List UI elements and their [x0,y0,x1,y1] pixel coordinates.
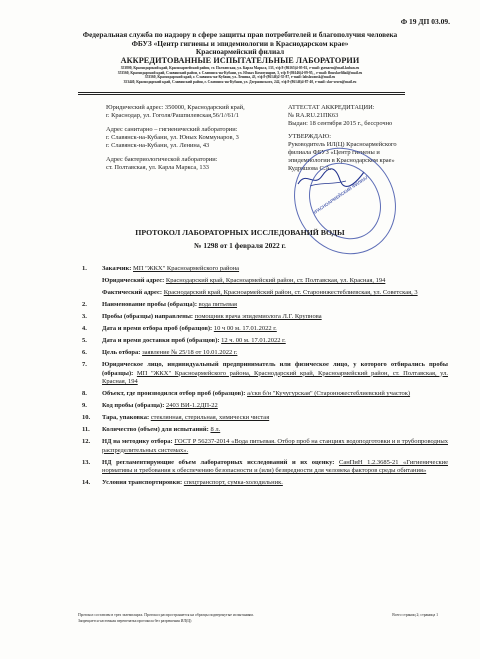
header-address-1: 353800, Краснодарский край, Красноармейский район, ст. Полтавская, ул. Карла Маркса, 133, т/ф 8-(86165)4-05-02, e-mail: gsenarm@mail.kuban.ru [120,66,360,70]
legal-address-line: Юридический адрес: 350000, Краснодарский край, [106,104,245,111]
list-item: 11. Количество (объем) для испытаний: 8 л. [82,426,221,433]
footer-note: Протокол составлен в трех экземплярах. Протокол распространяется на образцы подвергнутые испытаниям. [78,613,254,617]
approval-line: Кудряшова С.А. [288,165,332,172]
protocol-title: ПРОТОКОЛ ЛАБОРАТОРНЫХ ИССЛЕДОВАНИЙ ВОДЫ [135,228,345,237]
header-divider-thin [78,94,405,95]
accreditation-line: АТТЕСТАТ АККРЕДИТАЦИИ: [288,104,375,111]
list-item: 2. Наименование пробы (образца): вода питьевая [82,301,238,308]
list-item: 6. Цель отбора: заявление № 25/18 от 10.01.2022 г. [82,349,238,356]
approval-line: эпидемиологии в Краснодарском крае» [288,157,395,164]
accreditation-line: № RA.RU.21ПК63 [288,112,339,119]
header-labs: АККРЕДИТОВАННЫЕ ИСПЫТАТЕЛЬНЫЕ ЛАБОРАТОРИИ [120,56,360,65]
accreditation-line: Выдан: 18 сентября 2015 г., бессрочно [288,120,393,127]
lab-address-line: Адрес санитарно – гигиенический лаборатории: [106,126,238,133]
header-agency: Федеральная служба по надзору в сфере защиты прав потребителей и благополучия человека [82,30,398,39]
protocol-items [82,265,448,491]
approval-line: Руководитель ИЛ(Ц) Красноармейского [288,141,397,148]
lab-address-line: г. Славянск-на-Кубани, ул. Ленина, 43 [106,142,210,149]
list-item-sub: Фактический адрес: Краснодарский край, Красноармейский район, ст. Староннжестеблиевская, ул. Советская, 3 [102,289,418,296]
bact-address-line: Адрес бактериологической лаборатории: [106,156,218,163]
header-address-4: 353440, Краснодарский край, Славянский район, г. Славянск-на-Кубани, ул. Дзержинского, 242, т/ф 8-(86146)4-87-40, e-mail: slav-sesen@mail.ru [123,79,357,84]
header-institution: ФБУЗ «Центр гигиены и эпидемиологии в Краснодарском крае» [131,39,349,48]
header-branch: Красноармейский филиал [195,47,285,56]
header-address-3: 353560, Краснодарский край, г. Славянск-на-Кубани, ул. Ленина, 43, т/ф 8-(86146)2-35-87, e-mail: labslavansk@mail.ru [144,75,336,80]
list-item: 10. Тара, упаковка: стеклянная, стерильная, химически чистая [82,414,270,421]
protocol-number: № 1298 от 1 февраля 2022 г. [194,241,286,250]
list-item-sub: Юридический адрес: Краснодарский край, Красноармейский район, ст. Полтавская, ул. Красная, 194 [102,277,386,284]
list-item: 13. НД регламентирующие объем лабораторных исследований и их оценку: СанПиН 1.2.3685-21 «Гигиенические нормативы и требования к обеспечению безопасности и (или) безвредности для человека факторов среды обитания» [82,458,449,474]
list-item: 9. Код пробы (образца): 2403 ВИ-1.2ДП-22 [82,402,218,409]
list-item: 5. Дата и время доставки проб (образцов): 12 ч. 00 м. 17.01.2022 г. [82,337,286,344]
approval-line: филиала ФБУЗ «Центр гигиены и [288,149,380,156]
list-item: 1. Заказчик: МП "ЖКХ" Красноармейского района [82,265,240,272]
lab-address-line: г. Славянск-на-Кубани, ул. Юных Коммунаров, 3 [106,134,239,141]
list-item: 7. Юридическое лицо, индивидуальный предприниматель или физическое лицо, у которого отбирались пробы (образцы): МП "ЖКХ" Красноармейского района, Краснодарский край, Красноармейский район, ст. Полтавская, ул. Красная, 194 [82,361,448,385]
list-item: 12. НД на методику отбора: ГОСТ Р 56237-2014 «Вода питьевая. Отбор проб на станциях водоподготовки и в трубопроводных распределительных системах». [82,438,449,454]
footer-note: Запрещается частичная перепечатка протокола без разрешения ИЛ(Ц) [78,619,192,623]
header-address-2: 353560, Краснодарский край, Славянский район, г. Славянск-на-Кубани, ул. Юных Коммунаров, 3, т/ф 8-(86146)4-09-95, , e-mail: fbuzslavfilial@mail.ru [117,70,363,75]
header-addresses [75,66,405,84]
stamp-text: КРАСНОАРМЕЙСКИЙ ФИЛИАЛ [311,174,370,216]
list-item: 8. Объект, где производился отбор проб (образцов): а/скв б/н "Кучугурская" (Староннжестеблиевский участок) [82,390,411,397]
form-code: Ф 19 ДП 03.09. [400,17,450,26]
header-divider [78,92,405,93]
list-item: 4. Дата и время отбора проб (образцов): 10 ч 00 м. 17.01.2022 г. [82,325,277,332]
page-count: Всего страниц 2; страница 1 [392,613,438,617]
legal-address-line: г. Краснодар, ул. Гоголя/Рашпилевская,56/1//61/1 [106,112,239,119]
page-footer [78,612,448,624]
approval-line: УТВЕРЖДАЮ: [288,133,331,140]
list-item: 3. Пробы (образцы) направлены: помощник врача эпидемиолога Л.Г. Крупнова [82,313,322,320]
list-item: 14. Условия транспортировки: спецтранспорт, сумка-холодильник. [82,479,283,486]
addresses-column [106,104,281,172]
bact-address-line: ст. Полтавская, ул. Карла Маркса, 133 [106,164,210,171]
